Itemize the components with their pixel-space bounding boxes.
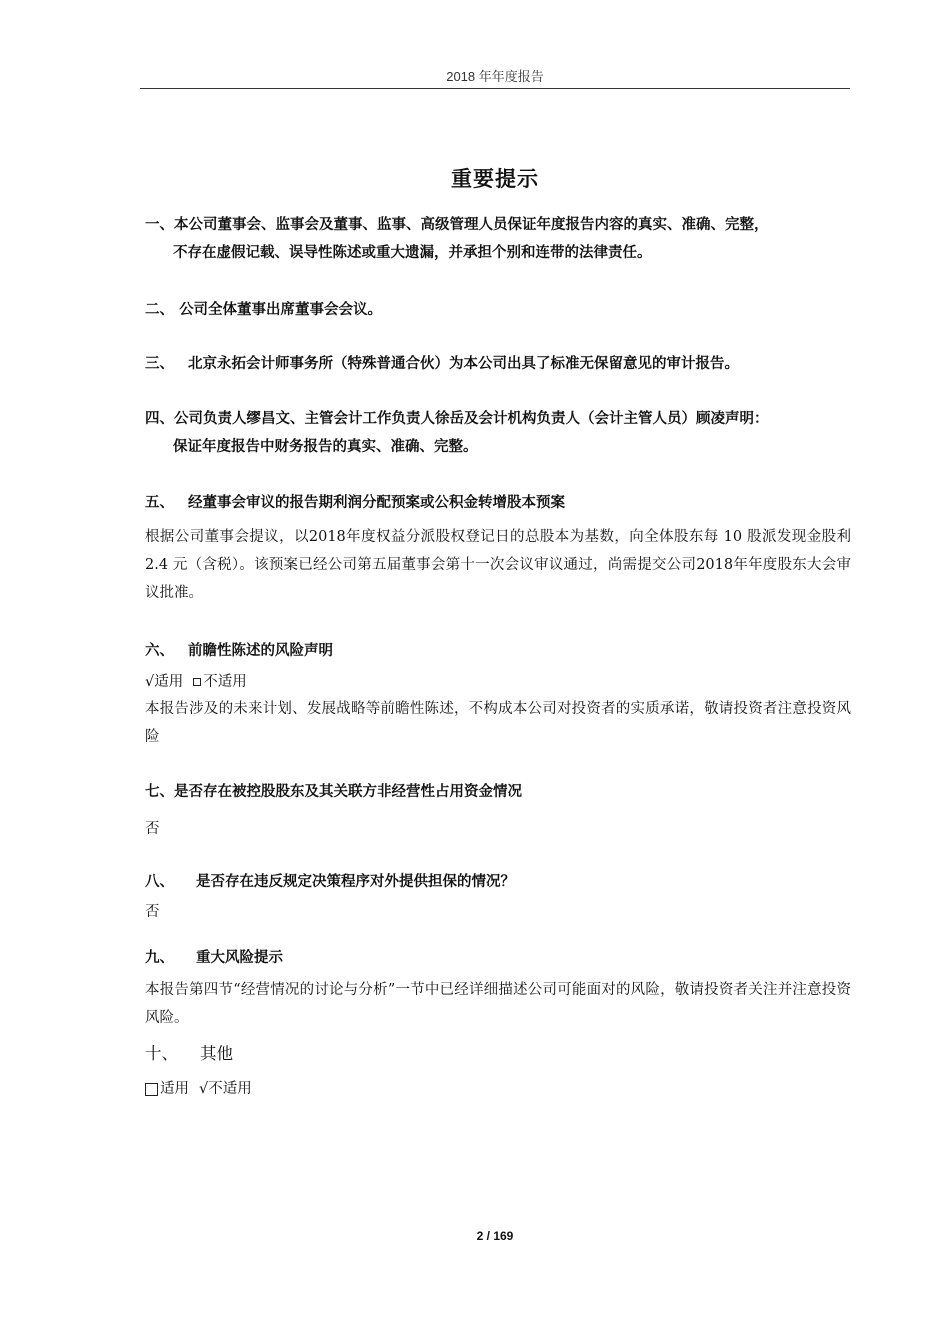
running-header: 2018 年年度报告 bbox=[446, 69, 544, 84]
section-9 bbox=[145, 944, 851, 1032]
applicable-label: 适用 bbox=[160, 1081, 189, 1097]
section-9-heading: 重大风险提示 bbox=[196, 950, 283, 966]
section-6-number: 六、 bbox=[145, 643, 174, 659]
section-8-heading: 是否存在违反规定决策程序对外提供担保的情况？ bbox=[196, 874, 515, 890]
section-10-applicability bbox=[145, 1076, 851, 1102]
not-applicable-label: 不适用 bbox=[203, 674, 247, 690]
section-7 bbox=[145, 778, 851, 843]
section-7-answer: 否 bbox=[145, 821, 160, 837]
section-6-applicability bbox=[145, 669, 851, 695]
applicable-label: 适用 bbox=[154, 674, 184, 690]
section-5-number: 五、 bbox=[145, 495, 174, 511]
section-1-number: 一、 bbox=[145, 217, 174, 233]
section-5-heading: 经董事会审议的报告期利润分配预案或公积金转增股本预案 bbox=[188, 495, 565, 511]
section-10-number: 十、 bbox=[145, 1044, 178, 1063]
empty-checkbox-icon bbox=[145, 1083, 158, 1096]
section-9-body: 本报告第四节“经营情况的讨论与分析”一节中已经详细描述公司可能面对的风险，敬请投资者关注并注意投资风险。 bbox=[145, 982, 851, 1026]
page-number: 2 / 169 bbox=[476, 1229, 514, 1243]
section-3-number: 三、 bbox=[145, 356, 174, 372]
section-4 bbox=[145, 405, 851, 461]
section-3-text: 北京永拓会计师事务所（特殊普通合伙）为本公司出具了标准无保留意见的审计报告。 bbox=[188, 356, 739, 372]
document-title: 重要提示 bbox=[451, 167, 539, 191]
section-5-body: 根据公司董事会提议，以2018年度权益分派股权登记日的总股本为基数，向全体股东每 10 股派发现金股利2.4 元（含税）。该预案已经公司第五届董事会第十一次会议审议通过，尚需提交公司2018年年度股东大会审议批准。 bbox=[145, 529, 851, 601]
section-1-line-2: 不存在虚假记载、误导性陈述或重大遗漏，并承担个别和连带的法律责任。 bbox=[173, 245, 652, 261]
header-rule bbox=[140, 88, 850, 89]
section-3 bbox=[145, 350, 851, 378]
section-8-answer: 否 bbox=[145, 904, 160, 920]
section-6 bbox=[145, 637, 851, 751]
section-2-number: 二、 bbox=[145, 302, 174, 318]
section-9-number: 九、 bbox=[145, 950, 174, 966]
section-8 bbox=[145, 868, 851, 926]
section-8-number: 八、 bbox=[145, 874, 174, 890]
section-4-line-2: 保证年度报告中财务报告的真实、准确、完整。 bbox=[173, 439, 478, 455]
section-10-heading: 其他 bbox=[200, 1044, 233, 1063]
section-4-number: 四、 bbox=[145, 411, 174, 427]
section-2 bbox=[145, 296, 851, 324]
section-7-heading: 是否存在被控股股东及其关联方非经营性占用资金情况 bbox=[174, 784, 522, 800]
section-1 bbox=[145, 211, 851, 267]
empty-checkbox-icon bbox=[193, 678, 201, 686]
section-10 bbox=[145, 1040, 851, 1102]
checked-mark-applicable: √ bbox=[145, 674, 155, 690]
section-7-number: 七、 bbox=[145, 784, 174, 800]
section-6-heading: 前瞻性陈述的风险声明 bbox=[188, 643, 333, 659]
not-applicable-label: 不适用 bbox=[208, 1081, 252, 1097]
section-6-body: 本报告涉及的未来计划、发展战略等前瞻性陈述，不构成本公司对投资者的实质承诺，敬请投资者注意投资风险 bbox=[145, 701, 851, 745]
section-2-text: 公司全体董事出席董事会会议。 bbox=[179, 302, 383, 318]
section-1-line-1: 本公司董事会、监事会及董事、监事、高级管理人员保证年度报告内容的真实、准确、完整， bbox=[174, 217, 769, 233]
checked-mark-not-applicable: √ bbox=[199, 1081, 209, 1097]
section-4-line-1: 公司负责人缪昌文、主管会计工作负责人徐岳及会计机构负责人（会计主管人员）顾凌声明： bbox=[174, 411, 769, 427]
section-5 bbox=[145, 489, 851, 607]
